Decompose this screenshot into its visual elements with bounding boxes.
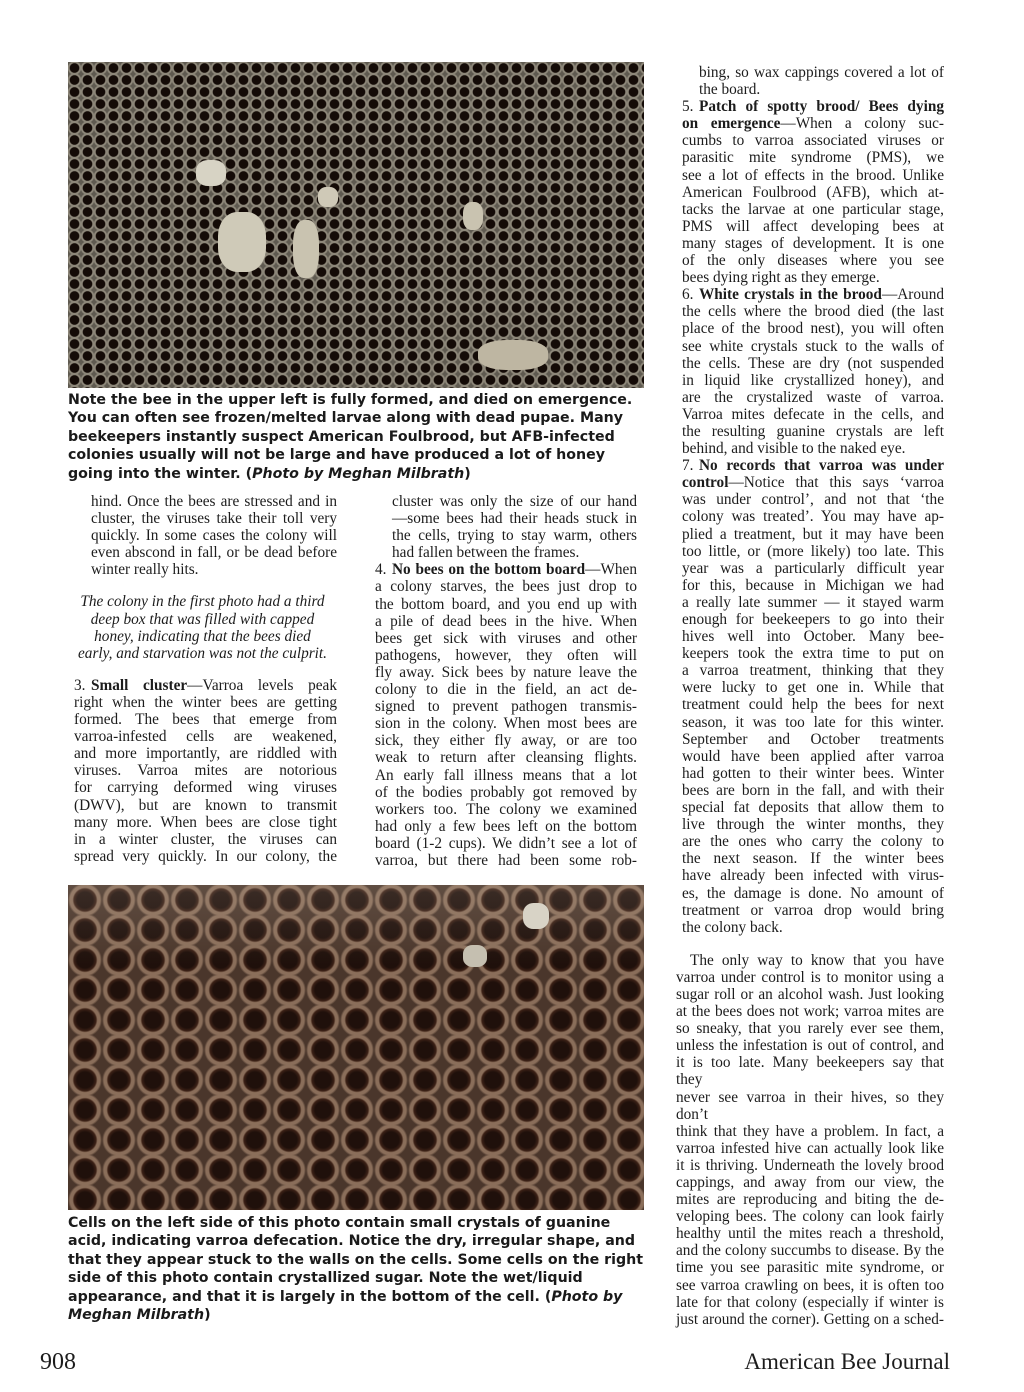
middle-continuation: cluster was only the size of our hand —some bees had their heads stuck in the cells, trying to stay warm, others had fallen between the frames.: [392, 493, 637, 562]
guanine-crystal-comb-photo: [68, 885, 644, 1210]
item-heading: Patch of spotty brood/ Bees dying: [699, 98, 944, 116]
journal-name: American Bee Journal: [744, 1349, 950, 1374]
photo-credit: Photo by Meghan Milbrath: [68, 1288, 623, 1324]
brood-comb-photo: [68, 62, 644, 388]
list-item-3: 3. Small cluster—Varroa levels peak right when the winter bees are getting formed. The bees that emerge from varroa-infested cells are weakened, and more importantly, are riddled with viruses. Varroa mites are notorious for carrying deformed wing viruses (DWV), but are known to transmit many more. When bees are close tight in a winter cluster, the viruses can spread very quickly. In our colony, the: [74, 676, 337, 865]
item-heading: White crystals in the brood: [699, 286, 882, 304]
photo-caption-2: Cells on the left side of this photo contain small crystals of guanine acid, indicating varroa defecation. Notice the dry, irregular shape, and that they appear stuck to the walls on the cells. Some cells on the right side of this photo contain crystallized sugar. Note the wet/liquid appearance, and that it is largely in the bottom of the cell. (Photo by Meghan Milbrath): [68, 1215, 644, 1324]
left-column: [68, 493, 337, 865]
list-item-5: 5. Patch of spotty brood/ Bees dying on emergence—When a colony suc- cumbs to varroa associated viruses or parasitic mite syndrome (PMS), we see a lot of effects in the brood. Unlike American Foulbrood (AFB), which at- tacks the larvae at one particular stage, PMS will affect developing bees at many stages of development. It is one of the only diseases where you see bees dying right as they emerge.: [682, 98, 945, 287]
list-item-7: 7. No records that varroa was under control—Notice that this says ‘varroa was under control’, and not that ‘the colony was treated’. You may have ap- plied a treatment, but it may have been too little, or (more likely) too late. This year was a particularly difficult year for this, because in Michigan we had a really late summer — it stayed warm enough for beekeepers to go into their hives well into October. Many bee- keepers took the extra time to put on a varroa treatment, thinking that they were lucky to get one in. While that treatment could help the bees for next season, it was too late for this winter. September and October treatments would have been applied after varroa had gotten to their winter bees. Winter bees are born in the fall, and with their special fat deposits that allow them to live through the winter months, they are the ones who carry the colony to the next season. If the winter bees have already been infected with virus- es, the damage is done. No amount of treatment or varroa drop would bring the colony back.: [682, 457, 944, 936]
item-heading: No records that varroa was under: [699, 457, 944, 475]
right-column: [676, 64, 944, 1328]
italic-note: The colony in the first photo had a third deep box that was filled with capped honey, indicating that the bees died early, and starvation was not the culprit.: [78, 593, 327, 662]
right-continuation: bing, so wax cappings covered a lot of the board.: [699, 64, 944, 99]
list-item-4: 4. No bees on the bottom board—When a colony starves, the bees just drop to the bottom board, and you end up with a pile of dead bees in the hive. When bees get sick with viruses and other pathogens, however, they often will fly away. Sick bees by nature leave the colony to die in the field, an act de- signed to prevent pathogen transmis- sion in the colony. When most bees are sick, they either fly away, or are too weak to return after cleansing flights. An early fall illness means that a lot of the bodies probably got removed by workers too. The colony we examined had only a few bees left on the bottom board (1-2 cups). We didn’t see a lot of varroa, but there had been some rob-: [375, 561, 637, 869]
page-number: 908: [40, 1349, 76, 1375]
item-heading: No bees on the bottom board: [392, 561, 586, 579]
photo-credit: Photo by Meghan Milbrath: [252, 465, 465, 482]
list-item-6: 6. White crystals in the brood—Around the cells where the brood died (the last place of the brood nest), you will often see white crystals stuck to the walls of the cells. These are dry (not suspended in liquid like crystallized honey), and are the crystalized waste of varroa. Varroa mites defecate in the cells, and the resulting guanine crystals are left behind, and visible to the naked eye.: [682, 286, 944, 458]
item-heading: Small cluster: [91, 676, 188, 694]
closing-paragraph: The only way to know that you have varroa under control is to monitor using a sugar roll or an alcohol wash. Just looking at the bees does not work; varroa mites are so sneaky, that you rarely ever see them, unless the infestation is out of control, and it is too late. Many beekeepers say that they never see varroa in their hives, so they don’t think that they have a problem. In fact, a varroa infested hive can actually look like it is thriving. Underneath the lovely brood cappings, and away from our view, the mites are reproducing and biting the de- veloping bees. The colony can look fairly healthy until the mites reach a threshold, and the colony succumbs to disease. By the time you see parasitic mite syndrome, or see varroa crawling on bees, it is often too late for that colony (especially if winter is just around the corner). Getting on a sched-: [676, 951, 944, 1328]
photo-caption-1: Note the bee in the upper left is fully formed, and died on emergence. You can often see frozen/melted larvae along with dead pupae. Many beekeepers instantly suspect American Foulbrood, but AFB-infected colonies usually will not be large and have produced a lot of honey going into the winter. (Photo by Meghan Milbrath): [68, 392, 633, 482]
middle-column: [369, 493, 637, 869]
left-intro: hind. Once the bees are stressed and in cluster, the viruses take their toll very quickly. In some cases the colony will even abscond in fall, or be dead before winter really hits.: [91, 493, 337, 579]
